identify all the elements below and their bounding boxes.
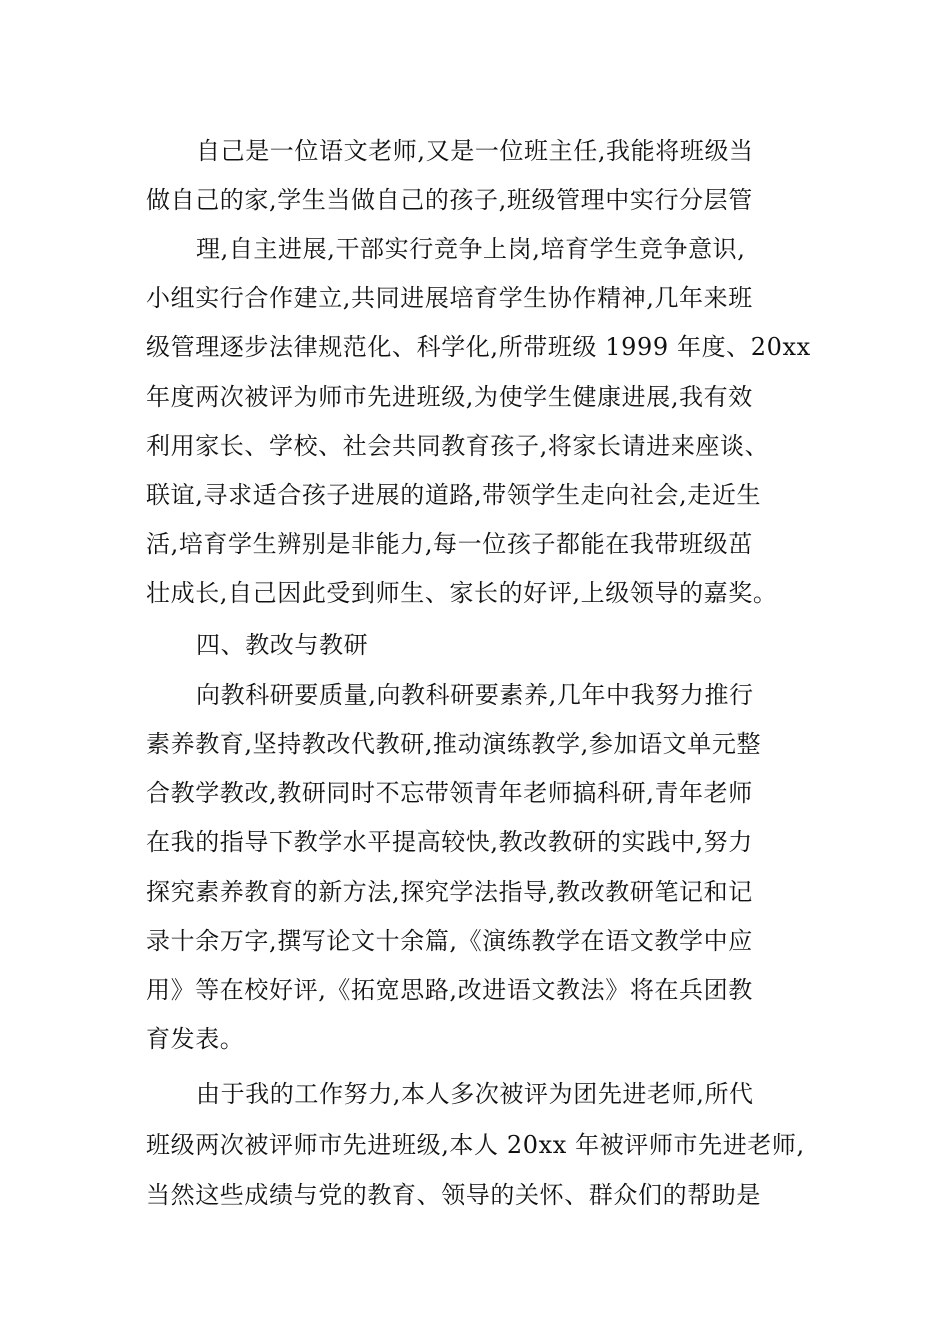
paragraph-line: 活,培育学生辨别是非能力,每一位孩子都能在我带班级茁 [146,530,753,558]
paragraph-line: 当然这些成绩与党的教育、领导的关怀、群众们的帮助是 [146,1181,761,1209]
paragraph-line: 级管理逐步法律规范化、科学化,所带班级 1999 年度、20xx [146,333,811,361]
paragraph-line: 小组实行合作建立,共同进展培育学生协作精神,几年来班 [146,284,753,312]
paragraph-line: 年度两次被评为师市先进班级,为使学生健康进展,我有效 [146,383,753,411]
paragraph-line: 理,自主进展,干部实行竞争上岗,培育学生竞争意识, [196,235,746,263]
section-heading: 四、教改与教研 [196,631,369,659]
paragraph-line: 探究素养教育的新方法,探究学法指导,教改教研笔记和记 [146,878,753,906]
paragraph-line: 育发表。 [146,1025,245,1053]
paragraph-line: 录十余万字,撰写论文十余篇,《演练教学在语文教学中应 [146,927,753,955]
paragraph-line: 自己是一位语文老师,又是一位班主任,我能将班级当 [196,137,754,165]
paragraph-line: 联谊,寻求适合孩子进展的道路,带领学生走向社会,走近生 [146,481,762,509]
paragraph-line: 向教科研要质量,向教科研要素养,几年中我努力推行 [196,681,754,709]
paragraph-line: 合教学教改,教研同时不忘带领青年老师搞科研,青年老师 [146,779,753,807]
paragraph-line: 在我的指导下教学水平提高较快,教改教研的实践中,努力 [146,828,753,856]
paragraph-line: 素养教育,坚持教改代教研,推动演练教学,参加语文单元整 [146,730,762,758]
paragraph-line: 壮成长,自己因此受到师生、家长的好评,上级领导的嘉奖。 [146,579,778,607]
paragraph-line: 班级两次被评师市先进班级,本人 20xx 年被评师市先进老师, [146,1131,805,1159]
paragraph-line: 由于我的工作努力,本人多次被评为团先进老师,所代 [196,1080,754,1108]
paragraph-line: 利用家长、学校、社会共同教育孩子,将家长请进来座谈、 [146,432,770,460]
paragraph-line: 用》等在校好评,《拓宽思路,改进语文教法》将在兵团教 [146,976,753,1004]
paragraph-line: 做自己的家,学生当做自己的孩子,班级管理中实行分层管 [146,186,753,214]
